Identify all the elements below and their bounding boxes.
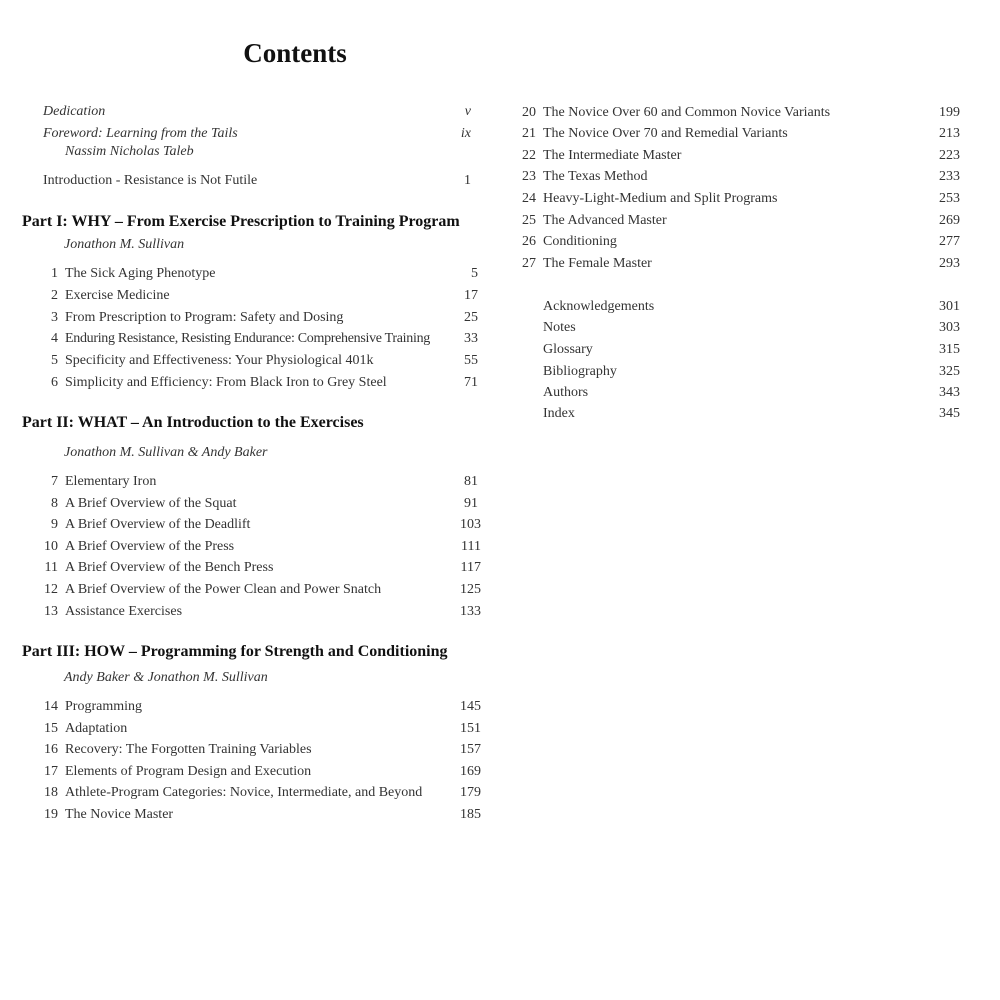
chapter-label: The Female Master [543, 256, 652, 271]
entry-label: Authors [543, 385, 589, 400]
chapter-page: 55 [464, 353, 478, 368]
part-3-author: Andy Baker & Jonathon M. Sullivan [64, 670, 268, 685]
entry-label: Notes [543, 320, 576, 335]
chapter-number: 16 [44, 742, 58, 757]
chapter-label: Assistance Exercises [65, 604, 183, 619]
chapter-page: 133 [460, 604, 481, 619]
chapter-number: 20 [522, 105, 536, 120]
chapter-number: 4 [51, 331, 58, 346]
chapter-page: 169 [460, 764, 481, 779]
chapter-page: 277 [939, 234, 960, 249]
chapter-label: The Novice Over 60 and Common Novice Variants [543, 105, 831, 120]
part-2-author: Jonathon M. Sullivan & Andy Baker [64, 445, 268, 460]
chapter-page: 269 [939, 213, 960, 228]
chapter-label: The Intermediate Master [543, 148, 682, 163]
chapter-page: 233 [939, 169, 960, 184]
chapter-number: 24 [522, 191, 536, 206]
chapter-number: 21 [522, 126, 536, 141]
chapter-number: 1 [51, 266, 58, 281]
entry-page: 343 [939, 385, 960, 400]
chapter-label: Athlete-Program Categories: Novice, Intermediate, and Beyond [65, 785, 423, 800]
chapter-label: A Brief Overview of the Deadlift [65, 517, 251, 532]
chapter-label: The Advanced Master [543, 213, 667, 228]
chapter-page: 103 [460, 517, 481, 532]
chapter-number: 6 [51, 375, 58, 390]
chapter-number: 5 [51, 353, 58, 368]
chapter-page: 185 [460, 807, 481, 822]
chapter-number: 17 [44, 764, 58, 779]
chapter-label: A Brief Overview of the Bench Press [65, 560, 274, 575]
chapter-page: 179 [460, 785, 481, 800]
chapter-number: 9 [51, 517, 58, 532]
chapter-number: 12 [44, 582, 58, 597]
chapter-page: 145 [460, 699, 481, 714]
chapter-label: The Novice Over 70 and Remedial Variants [543, 126, 788, 141]
chapter-number: 25 [522, 213, 536, 228]
chapter-page: 17 [464, 288, 478, 303]
entry-page: 303 [939, 320, 960, 335]
chapter-page: 5 [471, 266, 478, 281]
part-1-heading[interactable]: Part I: WHY – From Exercise Prescription to Training Program [22, 213, 460, 230]
chapter-number: 18 [44, 785, 58, 800]
entry-page: 315 [939, 342, 960, 357]
chapter-number: 26 [522, 234, 536, 249]
chapter-label: Elements of Program Design and Execution [65, 764, 312, 779]
chapter-number: 11 [44, 560, 58, 575]
chapter-label: Enduring Resistance, Resisting Endurance: Comprehensive Training [65, 331, 430, 346]
chapter-page: 111 [461, 539, 481, 554]
chapter-label: A Brief Overview of the Power Clean and Power Snatch [65, 582, 382, 597]
chapter-label: The Sick Aging Phenotype [65, 266, 216, 281]
entry-label: Acknowledgements [543, 299, 655, 314]
chapter-page: 157 [460, 742, 481, 757]
chapter-number: 15 [44, 721, 58, 736]
chapter-label: The Novice Master [65, 807, 174, 822]
chapter-label: Specificity and Effectiveness: Your Physiological 401k [65, 353, 374, 368]
entry-label: Dedication [43, 104, 106, 119]
chapter-label: Heavy-Light-Medium and Split Programs [543, 191, 778, 206]
chapter-page: 253 [939, 191, 960, 206]
chapter-number: 8 [51, 496, 58, 511]
chapter-label: Recovery: The Forgotten Training Variables [65, 742, 312, 757]
chapter-page: 117 [460, 560, 481, 575]
entry-label: Introduction - Resistance is Not Futile [43, 173, 258, 188]
entry-page: 1 [464, 173, 471, 188]
chapter-label: Elementary Iron [65, 474, 157, 489]
entry-page: 301 [939, 299, 960, 314]
part-1-author: Jonathon M. Sullivan [64, 237, 185, 252]
chapter-number: 27 [522, 256, 536, 271]
entry-page: v [464, 104, 471, 119]
entry-label: Glossary [543, 342, 593, 357]
chapter-number: 7 [51, 474, 58, 489]
part-3-heading[interactable]: Part III: HOW – Programming for Strength and Conditioning [22, 643, 448, 660]
contents-title: Contents [243, 38, 347, 68]
chapter-label: A Brief Overview of the Press [65, 539, 235, 554]
chapter-page: 293 [939, 256, 960, 271]
chapter-number: 22 [522, 148, 536, 163]
entry-page: ix [460, 126, 471, 141]
chapter-number: 23 [522, 169, 536, 184]
chapter-page: 71 [464, 375, 478, 390]
chapter-page: 25 [464, 310, 478, 325]
chapter-number: 13 [44, 604, 58, 619]
chapter-label: Exercise Medicine [65, 288, 170, 303]
chapter-label: Conditioning [543, 234, 617, 249]
part-2-heading[interactable]: Part II: WHAT – An Introduction to the Exercises [22, 414, 364, 431]
entry-label: Foreword: Learning from the Tails [43, 126, 238, 141]
chapter-number: 3 [51, 310, 58, 325]
chapter-page: 199 [939, 105, 960, 120]
chapter-number: 10 [44, 539, 58, 554]
entry-page: 345 [939, 406, 960, 421]
chapter-page: 33 [464, 331, 478, 346]
chapter-page: 125 [460, 582, 481, 597]
chapter-page: 91 [464, 496, 478, 511]
entry-page: 325 [939, 364, 960, 379]
chapter-label: Adaptation [65, 721, 128, 736]
chapter-page: 81 [464, 474, 478, 489]
entry-label: Bibliography [543, 364, 617, 379]
chapter-number: 2 [51, 288, 58, 303]
chapter-page: 151 [460, 721, 481, 736]
chapter-label: A Brief Overview of the Squat [65, 496, 237, 511]
chapter-page: 213 [939, 126, 960, 141]
chapter-number: 19 [44, 807, 58, 822]
chapter-label: Simplicity and Efficiency: From Black Iron to Grey Steel [65, 375, 387, 390]
chapter-label: From Prescription to Program: Safety and Dosing [65, 310, 344, 325]
entry-label: Index [543, 406, 575, 421]
foreword-author: Nassim Nicholas Taleb [65, 144, 194, 159]
chapter-label: Programming [65, 699, 142, 714]
chapter-number: 14 [44, 699, 58, 714]
chapter-page: 223 [939, 148, 960, 163]
chapter-label: The Texas Method [543, 169, 648, 184]
